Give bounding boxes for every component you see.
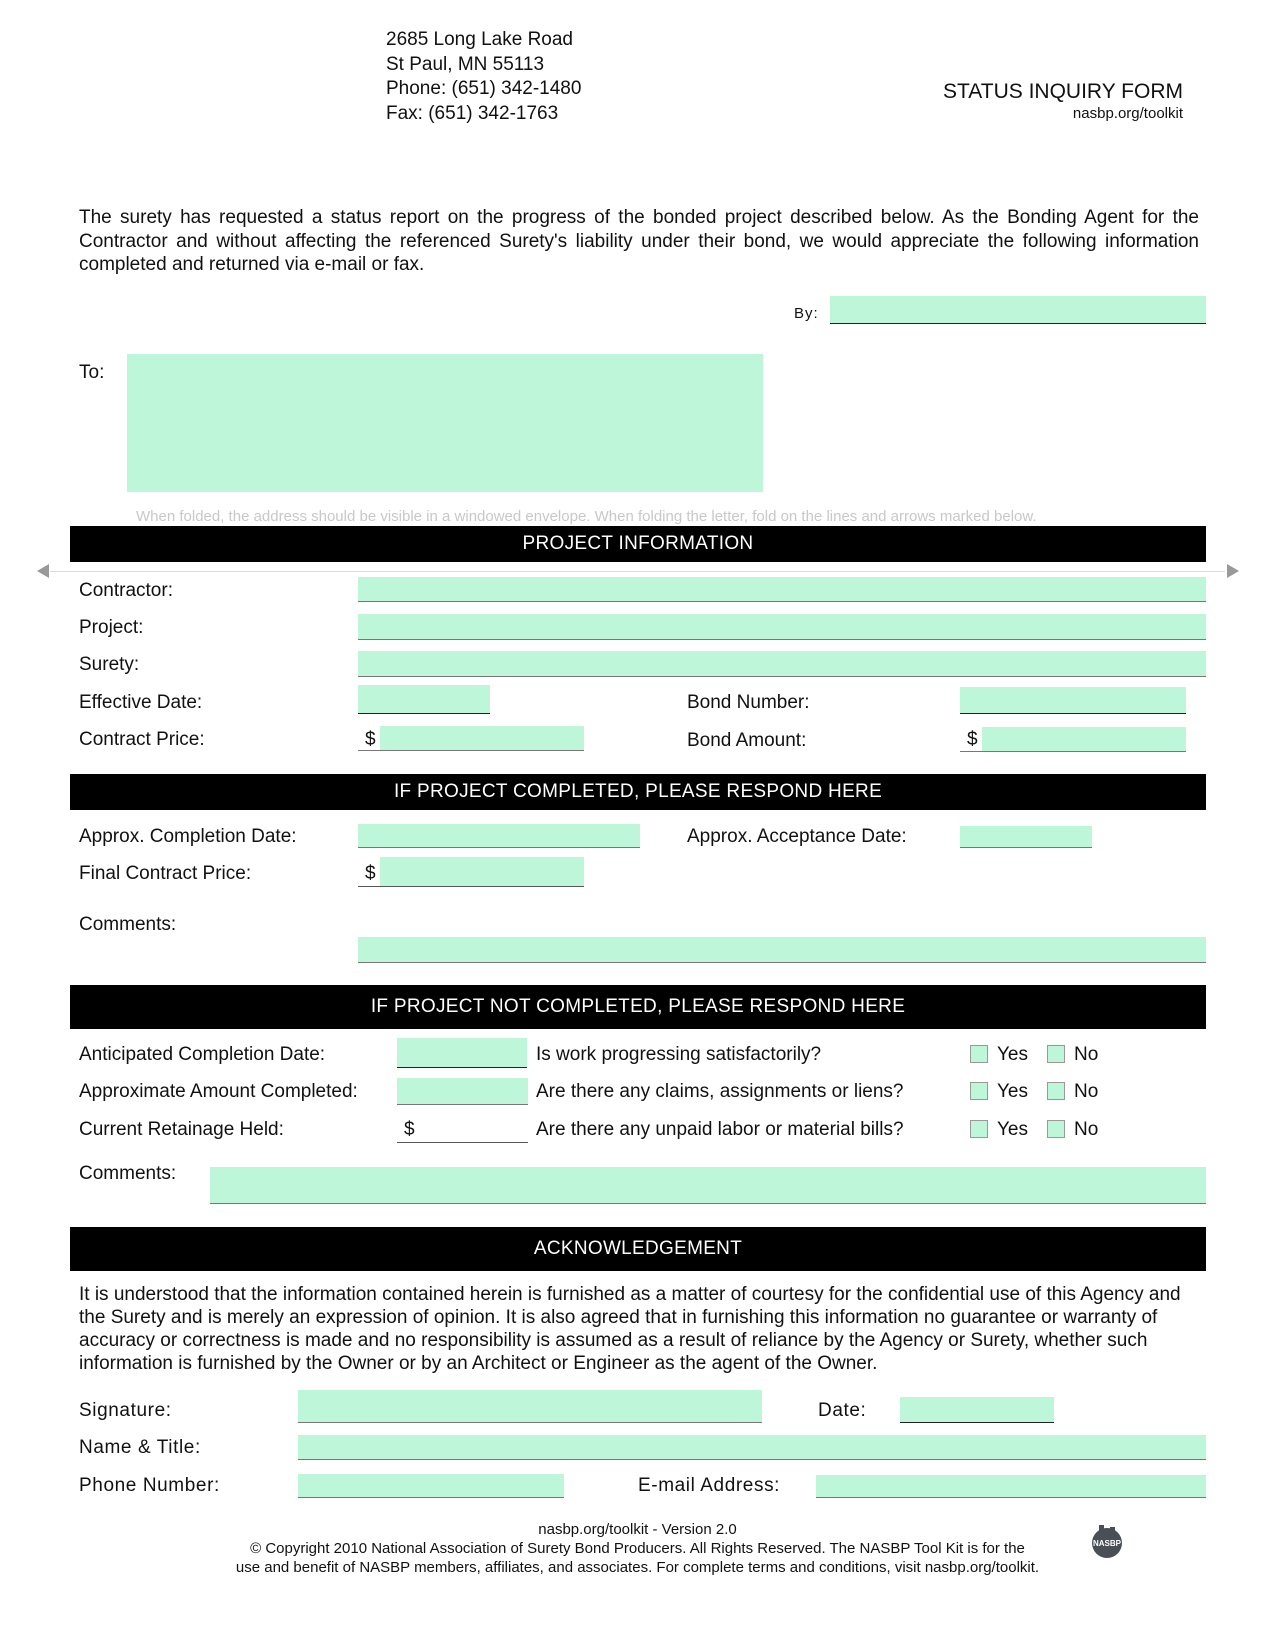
address-line: St Paul, MN 55113 <box>386 53 545 75</box>
email-address-label: E-mail Address: <box>638 1475 781 1496</box>
logo-text: NASBP <box>1092 1539 1122 1548</box>
by-label: By: <box>794 305 819 322</box>
bond-amount-underline <box>960 751 1186 752</box>
footer-copyright-line: © Copyright 2010 National Association of Surety Bond Producers. All Rights Reserved. The NASBP Tool Kit is for the <box>250 1540 1025 1557</box>
bond-amount-field[interactable] <box>982 727 1186 751</box>
phone-number-label: Phone Number: <box>79 1475 220 1496</box>
intro-paragraph: The surety has requested a status report on the progress of the bonded project described below. As the Bonding Agent for the Contractor and without affecting the referenced Surety's liability under their bond, we would appreciate the following information completed and returned via e-mail or fax. <box>79 207 1199 275</box>
date-label: Date: <box>818 1400 867 1421</box>
unpaid-bills-no-checkbox[interactable] <box>1047 1120 1065 1138</box>
anticipated-completion-date-field[interactable] <box>397 1038 527 1068</box>
footer-copyright-line: use and benefit of NASBP members, affiliates, and associates. For complete terms and conditions, visit nasbp.org/toolkit. <box>235 1559 1040 1576</box>
work-progressing-yes-checkbox[interactable] <box>970 1045 988 1063</box>
no-label: No <box>1074 1119 1099 1140</box>
form-header <box>943 80 1183 122</box>
contractor-label: Contractor: <box>79 580 173 601</box>
form-url: nasbp.org/toolkit <box>1072 105 1183 122</box>
yes-label: Yes <box>997 1119 1028 1140</box>
nasbp-logo-icon <box>1089 1522 1125 1558</box>
project-field[interactable] <box>358 614 1206 640</box>
to-label: To: <box>79 362 105 383</box>
completed-comments-field[interactable] <box>358 937 1206 963</box>
comments-label: Comments: <box>79 914 177 935</box>
approx-acceptance-date-field[interactable] <box>960 826 1092 848</box>
project-label: Project: <box>79 617 144 638</box>
surety-label: Surety: <box>79 654 140 675</box>
footer <box>0 1520 1275 1577</box>
contractor-field[interactable] <box>358 577 1206 602</box>
footer-version: nasbp.org/toolkit - Version 2.0 <box>538 1521 737 1538</box>
address-line: Phone: (651) 342-1480 <box>386 78 582 99</box>
claims-liens-no-checkbox[interactable] <box>1047 1082 1065 1100</box>
approximate-amount-completed-label: Approximate Amount Completed: <box>79 1081 358 1102</box>
approx-acceptance-date-label: Approx. Acceptance Date: <box>687 826 907 847</box>
question-work-progressing: Is work progressing satisfactorily? <box>536 1044 822 1065</box>
name-title-label: Name & Title: <box>79 1437 201 1458</box>
section-project-not-completed: IF PROJECT NOT COMPLETED, PLEASE RESPOND HERE <box>70 985 1206 1029</box>
final-contract-price-label: Final Contract Price: <box>79 863 252 884</box>
no-label: No <box>1074 1044 1099 1065</box>
section-acknowledgement: ACKNOWLEDGEMENT <box>70 1227 1206 1271</box>
contract-price-label: Contract Price: <box>79 729 205 750</box>
final-contract-price-field[interactable] <box>380 857 584 886</box>
section-project-completed: IF PROJECT COMPLETED, PLEASE RESPOND HERE <box>70 774 1206 810</box>
currency-symbol: $ <box>365 729 376 750</box>
phone-number-field[interactable] <box>298 1474 564 1498</box>
currency-symbol: $ <box>967 729 978 750</box>
current-retainage-held-field[interactable] <box>397 1142 528 1143</box>
current-retainage-held-label: Current Retainage Held: <box>79 1119 284 1140</box>
approximate-amount-completed-field[interactable] <box>397 1078 528 1105</box>
surety-field[interactable] <box>358 651 1206 677</box>
yes-label: Yes <box>997 1081 1028 1102</box>
name-title-field[interactable] <box>298 1435 1206 1460</box>
to-address-field[interactable] <box>127 354 763 492</box>
bond-number-label: Bond Number: <box>687 692 810 713</box>
yes-label: Yes <box>997 1044 1028 1065</box>
contract-price-field[interactable] <box>380 726 584 750</box>
not-completed-comments-field[interactable] <box>210 1167 1206 1204</box>
effective-date-label: Effective Date: <box>79 692 203 713</box>
address-block <box>386 28 581 126</box>
email-address-field[interactable] <box>816 1475 1206 1498</box>
fold-note: When folded, the address should be visible in a windowed envelope. When folding the letter, fold on the lines and arrows marked below. <box>136 508 1037 525</box>
fold-line <box>50 571 1225 572</box>
by-field[interactable] <box>830 296 1206 324</box>
contract-price-underline <box>358 750 584 751</box>
fold-arrow-left-icon <box>37 564 49 578</box>
comments-label: Comments: <box>79 1163 177 1184</box>
date-field[interactable] <box>900 1397 1054 1423</box>
work-progressing-no-checkbox[interactable] <box>1047 1045 1065 1063</box>
approx-completion-date-field[interactable] <box>358 824 640 848</box>
claims-liens-yes-checkbox[interactable] <box>970 1082 988 1100</box>
address-line: 2685 Long Lake Road <box>386 29 573 50</box>
approx-completion-date-label: Approx. Completion Date: <box>79 826 297 847</box>
anticipated-completion-date-label: Anticipated Completion Date: <box>79 1044 326 1065</box>
question-claims-liens: Are there any claims, assignments or liens? <box>536 1081 904 1102</box>
question-unpaid-bills: Are there any unpaid labor or material bills? <box>536 1119 904 1140</box>
acknowledgement-text: It is understood that the information contained herein is furnished as a matter of courtesy for the confidential use of this Agency and the Surety and is merely an expression of opinion. It is also agreed that in furnishing this information no guarantee or warranty of accuracy or correctness is made and no responsibility is assumed as a result of reliance by the Agency or Surety, whether such information is furnished by the Owner or by an Architect or Engineer as the agent of the Owner. <box>79 1284 1181 1374</box>
bond-amount-label: Bond Amount: <box>687 730 807 751</box>
signature-label: Signature: <box>79 1400 172 1421</box>
bond-number-field[interactable] <box>960 687 1186 714</box>
address-line: Fax: (651) 342-1763 <box>386 102 559 124</box>
no-label: No <box>1074 1081 1099 1102</box>
unpaid-bills-yes-checkbox[interactable] <box>970 1120 988 1138</box>
currency-symbol: $ <box>404 1119 415 1140</box>
currency-symbol: $ <box>365 863 376 884</box>
signature-field[interactable] <box>298 1390 762 1423</box>
effective-date-field[interactable] <box>358 685 490 714</box>
fold-arrow-right-icon <box>1227 564 1239 578</box>
form-title: STATUS INQUIRY FORM <box>943 80 1183 103</box>
section-project-information: PROJECT INFORMATION <box>70 526 1206 562</box>
final-contract-price-underline <box>358 886 584 887</box>
